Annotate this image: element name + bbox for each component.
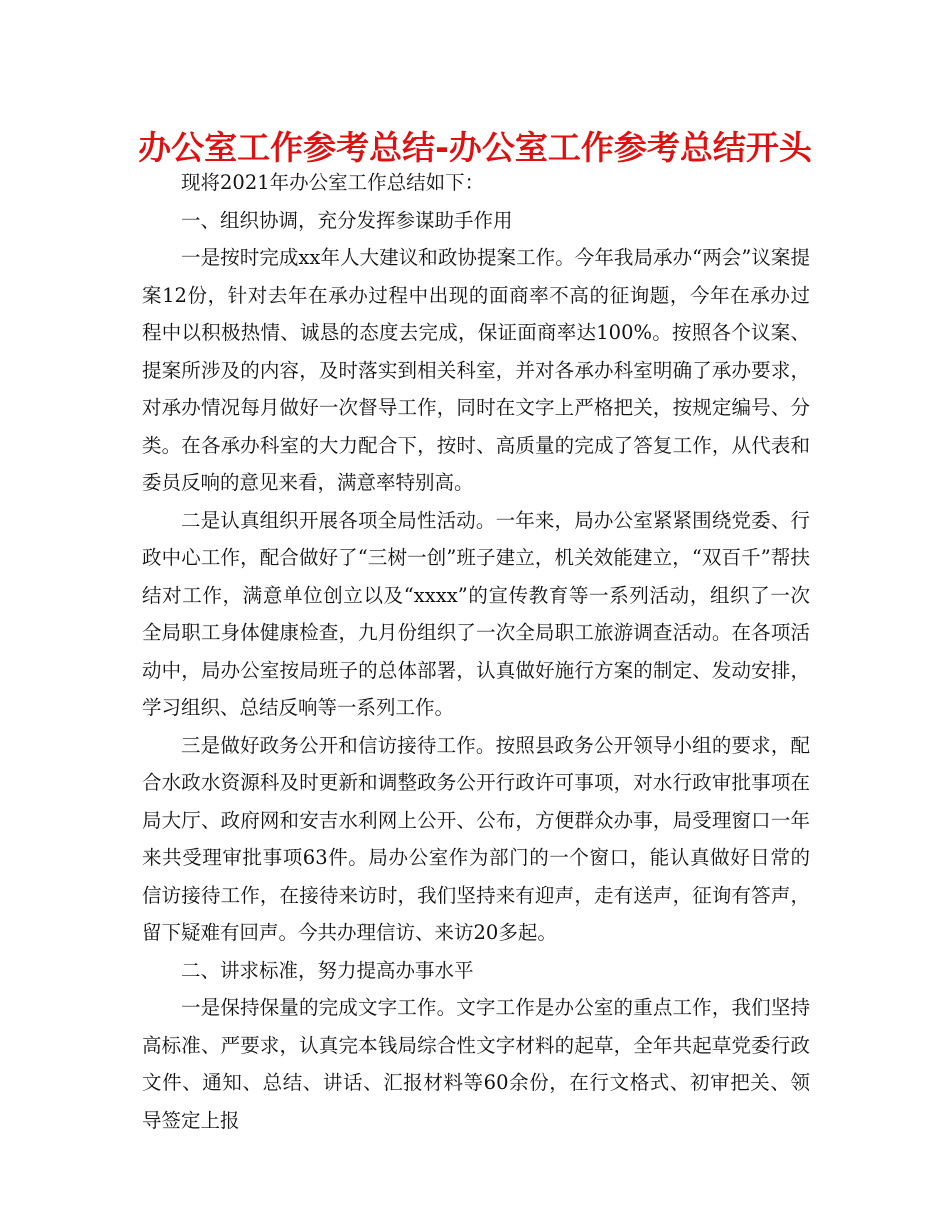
paragraph-public-affairs: 三是做好政务公开和信访接待工作。按照县政务公开领导小组的要求，配合水政水资源科及时更新和调整政务公开行政许可事项，对水行政审批事项在局大厅、政府网和安吉水利网上公开、公布，方便群众办事，局受理窗口一年来共受理审批事项63件。局办公室作为部门的一个窗口，能认真做好日常的信访接待工作，在接待来访时，我们坚持来有迎声，走有送声，征询有答声，留下疑难有回声。今共办理信访、来访20多起。 <box>142 733 810 944</box>
section-heading-2: 二、讲求标准，努力提高办事水平 <box>181 958 474 982</box>
paragraph-writing-work: 一是保持保量的完成文字工作。文字工作是办公室的重点工作，我们坚持高标准、严要求，认真完本钱局综合性文字材料的起草，全年共起草党委行政文件、通知、总结、讲话、汇报材料等60余份，在行文格式、初审把关、领导签定上报 <box>142 996 810 1132</box>
document-title: 办公室工作参考总结-办公室工作参考总结开头 <box>138 128 812 167</box>
section-heading-1: 一、组织协调，充分发挥参谋助手作用 <box>181 208 513 232</box>
document-body <box>142 164 810 1139</box>
paragraph-proposals: 一是按时完成xx年人大建议和政协提案工作。今年我局承办“两会”议案提案12份，针对去年在承办过程中出现的面商率不高的征询题，今年在承办过程中以积极热情、诚恳的态度去完成，保证面商率达100%。按照各个议案、提案所涉及的内容，及时落实到相关科室，并对各承办科室明确了承办要求，对承办情况每月做好一次督导工作，同时在文字上严格把关，按规定编号、分类。在各承办科室的大力配合下，按时、高质量的完成了答复工作，从代表和委员反响的意见来看，满意率特别高。 <box>142 246 810 494</box>
paragraph-intro: 现将2021年办公室工作总结如下： <box>181 171 485 194</box>
paragraph-activities: 二是认真组织开展各项全局性活动。一年来，局办公室紧紧围绕党委、行政中心工作，配合做好了“三树一创”班子建立，机关效能建立，“双百千”帮扶结对工作，满意单位创立以及“xxxx”的宣传教育等一系列活动，组织了一次全局职工身体健康检查，九月份组织了一次全局职工旅游调查活动。在各项活动中，局办公室按局班子的总体部署，认真做好施行方案的制定、发动安排，学习组织、总结反响等一系列工作。 <box>142 508 810 719</box>
